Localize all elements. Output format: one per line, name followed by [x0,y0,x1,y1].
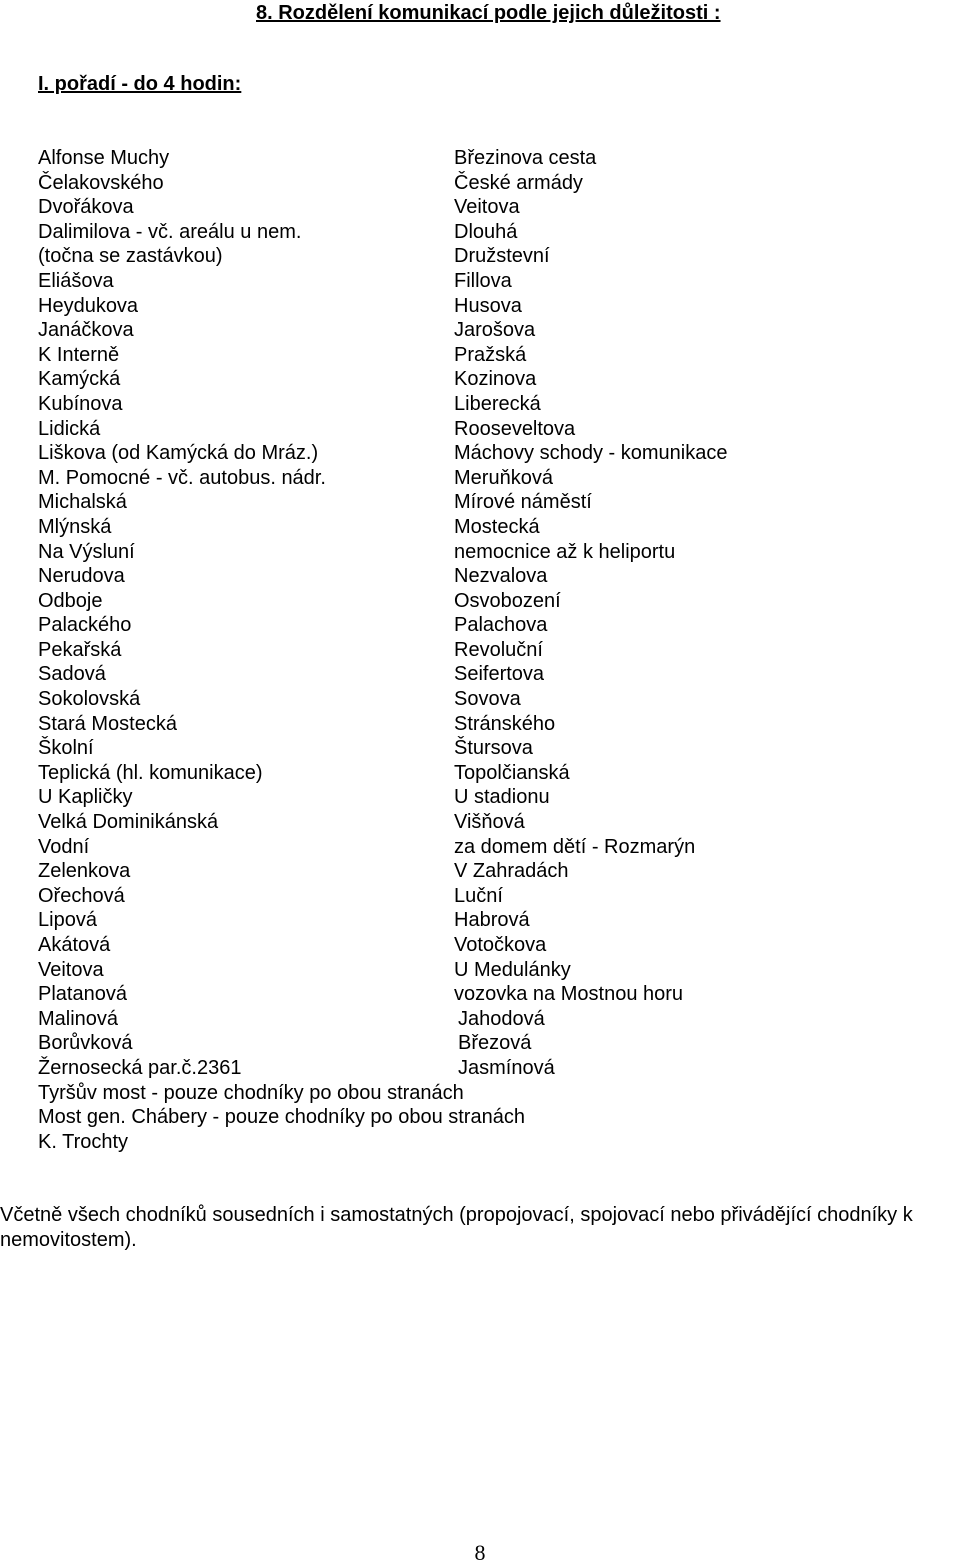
street-item: Sokolovská [38,688,141,711]
page-number: 8 [474,1540,486,1565]
street-item: Lipová [38,909,97,932]
street-item: Dvořákova [38,196,134,219]
street-item: Topolčianská [454,761,570,784]
street-item: Tyršův most - pouze chodníky po obou stranách [38,1081,464,1104]
street-item: Čelakovského [38,171,164,194]
street-item: Most gen. Chábery - pouze chodníky po obou stranách [38,1106,525,1129]
street-item: Žernosecká par.č.2361 [38,1056,242,1079]
street-item: V Zahradách [454,860,569,883]
street-item: Alfonse Muchy [38,147,170,169]
street-item: Stará Mostecká [38,712,177,735]
street-item: M. Pomocné - vč. autobus. nádr. [38,466,326,489]
street-item: U Kapličky [38,786,133,809]
street-item: Nerudova [38,565,125,588]
left-street-list [38,146,525,1154]
street-item: Jarošova [454,319,536,342]
street-item: Jahodová [458,1007,545,1030]
street-item: Družstevní [454,245,550,268]
street-item: Veitova [38,958,104,981]
street-item: Máchovy schody - komunikace [454,442,728,465]
page-heading: 8. Rozdělení komunikací podle jejich důležitosti : [256,2,721,24]
street-item: (točna se zastávkou) [38,245,223,268]
footnote: Včetně všech chodníků sousedních i samostatných (propojovací, spojovací nebo přivádějící chodníky k nemovitostem). [0,1204,913,1251]
street-item: Na Výsluní [38,540,135,563]
street-item: U stadionu [454,786,550,809]
street-item: Sovova [454,688,521,711]
section-heading: I. pořadí - do 4 hodin: [38,73,242,95]
right-street-list [454,146,727,1081]
street-item: Školní [38,737,94,760]
street-item: Osvobození [454,589,561,612]
street-item: Zelenkova [38,860,131,883]
street-item: Liškova (od Kamýcká do Mráz.) [38,442,319,465]
street-item: U Medulánky [454,958,571,981]
street-item: Michalská [38,491,127,514]
street-item: Borůvková [38,1032,133,1055]
street-item: Husova [454,294,522,317]
street-item: Teplická (hl. komunikace) [38,761,263,784]
street-item: Palackého [38,614,132,637]
street-item: Meruňková [454,466,553,489]
street-item: Odboje [38,589,103,612]
street-item: Jasmínová [458,1056,555,1079]
street-item: Višňová [454,811,525,834]
street-item: Pekařská [38,638,122,661]
street-item: Luční [454,884,503,907]
street-item: Kamýcká [38,368,121,391]
street-item: Palachova [454,614,548,637]
street-item: Ořechová [38,884,125,907]
street-item: za domem dětí - Rozmarýn [454,835,696,858]
street-item: Rooseveltova [454,417,576,440]
street-item: Štursova [454,737,533,760]
street-item: Dalimilova - vč. areálu u nem. [38,220,302,243]
street-item: Eliášova [38,269,114,292]
street-item: Sadová [38,663,106,686]
street-item: Janáčkova [38,319,134,342]
street-item: Nezvalova [454,565,548,588]
street-item: Malinová [38,1007,119,1030]
street-item: Revoluční [454,638,543,661]
street-item: Březová [458,1032,532,1055]
street-item: Heydukova [38,294,139,317]
street-item: Dlouhá [454,220,518,243]
street-item: Akátová [38,934,111,956]
street-item: Fillova [454,269,512,292]
street-item: Březinova cesta [454,147,597,169]
street-item: České armády [454,171,583,194]
street-item: Votočkova [454,934,547,956]
street-item: Stránského [454,712,556,735]
street-item: Lidická [38,417,101,440]
street-item: Kozinova [454,368,537,391]
street-item: Pražská [454,343,527,366]
street-item: Veitova [454,196,520,219]
street-item: nemocnice až k heliportu [454,540,676,563]
street-item: Liberecká [454,392,541,415]
street-item: Habrová [454,909,530,932]
street-item: K. Trochty [38,1130,129,1153]
street-item: Velká Dominikánská [38,811,219,834]
street-item: Kubínova [38,392,123,415]
street-item: Seifertova [454,663,545,686]
street-item: Vodní [38,835,90,858]
street-item: Mostecká [454,515,540,538]
street-item: Platanová [38,983,127,1006]
street-item: K Interně [38,343,120,366]
street-item: Mírové náměstí [454,491,592,514]
street-item: Mlýnská [38,515,112,538]
street-item: vozovka na Mostnou horu [454,983,684,1006]
